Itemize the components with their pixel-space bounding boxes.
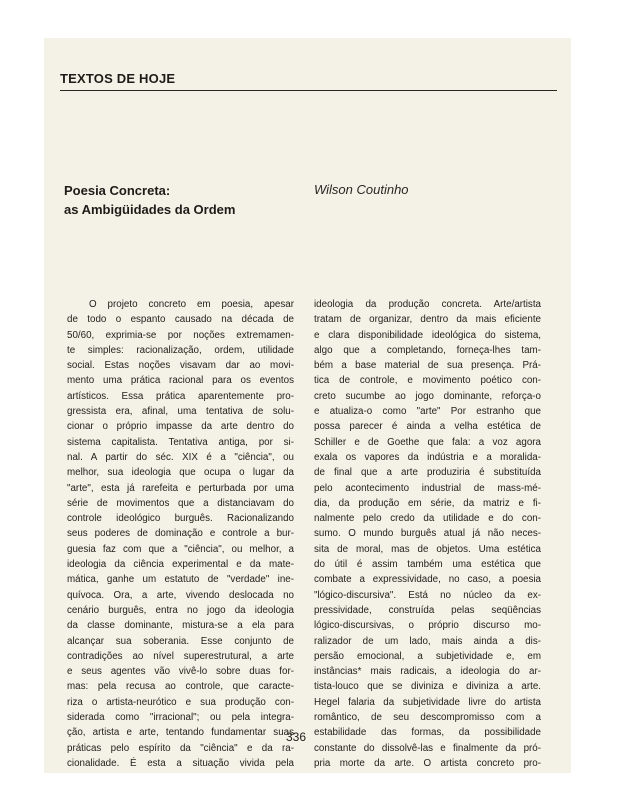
text-line: algo que a completando, forneça-lhes tam- xyxy=(314,344,541,356)
text-line: ralizador de um lado, mais ainda a dis- xyxy=(314,635,541,647)
text-line: cionalidade. É esta a situação vivida pela xyxy=(67,757,294,769)
text-line: dia, da produção em série, da matriz e fi- xyxy=(314,497,541,509)
text-line: sistema capitalista. Tentativa antiga, por si- xyxy=(67,436,294,448)
text-line: instâncias* mais radicais, a ideologia do ar- xyxy=(314,666,541,678)
text-line: mas: pela recusa ao controle, que caracte- xyxy=(67,681,294,693)
text-line: de todo o espanto causado na década de xyxy=(67,314,294,326)
text-line: "lógico-discursiva". Está no núcleo da ex- xyxy=(314,589,541,601)
author-name: Wilson Coutinho xyxy=(314,182,409,197)
text-line: do útil é assim também uma estética que xyxy=(314,559,541,571)
text-line: persão emocional, a subjetividade e, em xyxy=(314,650,541,662)
text-line: sita de moral, mas de objetos. Uma estética xyxy=(314,543,541,555)
text-line: "arte", esta já rarefeita e perturbada por uma xyxy=(67,482,294,494)
page-number: 336 xyxy=(286,730,307,744)
text-line: 50/60, exprimia-se por noções extremamen- xyxy=(67,329,294,341)
text-line: ideologia da ciência experimental e da mate- xyxy=(67,559,294,571)
text-line: romântico, de seu descompromisso com a xyxy=(314,712,541,724)
text-line: da classe dominante, mistura-se a ela para xyxy=(67,620,294,632)
right-column xyxy=(314,297,541,771)
text-line: nalmente pelo credo da utilidade e do con- xyxy=(314,513,541,525)
text-line: tica de controle, e movimento poético con- xyxy=(314,375,541,387)
text-line: artísticos. Essa prática aparentemente pro- xyxy=(67,390,294,402)
article-title xyxy=(64,181,235,219)
text-line: ção, artista e arte, tentando fundamentar suas xyxy=(67,727,294,739)
text-line: te simples: racionalização, ordem, utilidade xyxy=(67,344,294,356)
text-line: práticas pelo espírito da "ciência" e da ra- xyxy=(67,742,294,754)
section-title: TEXTOS DE HOJE xyxy=(60,71,176,86)
left-column xyxy=(67,297,294,771)
text-line: controle ideológico burguês. Racionalizando xyxy=(67,513,294,525)
text-line: mento uma prática racional para os eventos xyxy=(67,375,294,387)
text-line: bém a base material de sua presença. Prá- xyxy=(314,360,541,372)
header-rule xyxy=(60,90,557,91)
text-line: pria morte da arte. O artista concreto pro- xyxy=(314,757,541,769)
text-line: e clara disponibilidade ideológica do sistema, xyxy=(314,329,541,341)
text-line: creto sucumbe ao jogo dominante, reforça-o xyxy=(314,390,541,402)
text-line: nal. A partir do séc. XIX é a "ciência", ou xyxy=(67,451,294,463)
page xyxy=(44,38,571,773)
text-line: pelo acontecimento industrial de mass-mé- xyxy=(314,482,541,494)
text-line: melhor, sua ideologia que ocupa o lugar da xyxy=(67,467,294,479)
text-line: guesia faz com que a "ciência", ou melhor, a xyxy=(67,543,294,555)
text-line: constante do dissolvê-las e finalmente da pró- xyxy=(314,742,541,754)
text-line: cionar o próprio impasse da arte dentro do xyxy=(67,421,294,433)
text-line: O projeto concreto em poesia, apesar xyxy=(89,299,294,310)
text-line: e atualiza-o como "arte" Por estranho que xyxy=(314,406,541,418)
text-line: cenário burguês, entra no jogo da ideologia xyxy=(67,604,294,616)
text-line: exala os vapores da indústria e a moralida- xyxy=(314,451,541,463)
text-line: série de movimentos que a distanciavam do xyxy=(67,497,294,509)
text-line: tratam de organizar, dentro da mais eficiente xyxy=(314,314,541,326)
text-line: tista-louco que se diviniza e diviniza a arte. xyxy=(314,681,541,693)
article-title-line: Poesia Concreta: xyxy=(64,183,171,198)
article-title-line: as Ambigüidades da Ordem xyxy=(64,202,236,217)
text-line: estabilidade das formas, da possibilidade xyxy=(314,727,541,739)
text-line: social. Estas noções visavam dar ao movi- xyxy=(67,360,294,372)
text-line: Schiller e de Goethe que fala: a voz agora xyxy=(314,436,541,448)
text-line: Hegel falaria da subjetividade livre do artista xyxy=(314,696,541,708)
text-line: contradições ao nível superestrutural, a arte xyxy=(67,650,294,662)
text-line: riza o artista-neurótico e sua produção con- xyxy=(67,696,294,708)
text-line: quívoca. Ora, a arte, vivendo deslocada no xyxy=(67,589,294,601)
text-line: mática, ganhe um estatuto de "verdade" ine- xyxy=(67,574,294,586)
text-line: lógico-discursivas, o próprio discurso mo- xyxy=(314,620,541,632)
text-line: pressividade, construída pelas seqüências xyxy=(314,604,541,616)
text-line: possa parecer é ainda a velha estética de xyxy=(314,421,541,433)
text-line: combate a expressividade, no caso, a poesia xyxy=(314,574,541,586)
text-line: siderada como "irracional"; ou pela integra- xyxy=(67,712,294,724)
text-line: de final que a arte produziria é substituída xyxy=(314,467,541,479)
text-line: seus poderes de dominação e controle a bur- xyxy=(67,528,294,540)
text-line: sumo. O mundo burguês atual já não neces- xyxy=(314,528,541,540)
text-line: gressista era, afinal, uma tentativa de solu- xyxy=(67,406,294,418)
text-line: alcançar sua soberania. Esse conjunto de xyxy=(67,635,294,647)
text-line: ideologia da produção concreta. Arte/artista xyxy=(314,299,541,310)
text-line: e seus agentes vão vivê-lo sobre duas for- xyxy=(67,666,294,678)
